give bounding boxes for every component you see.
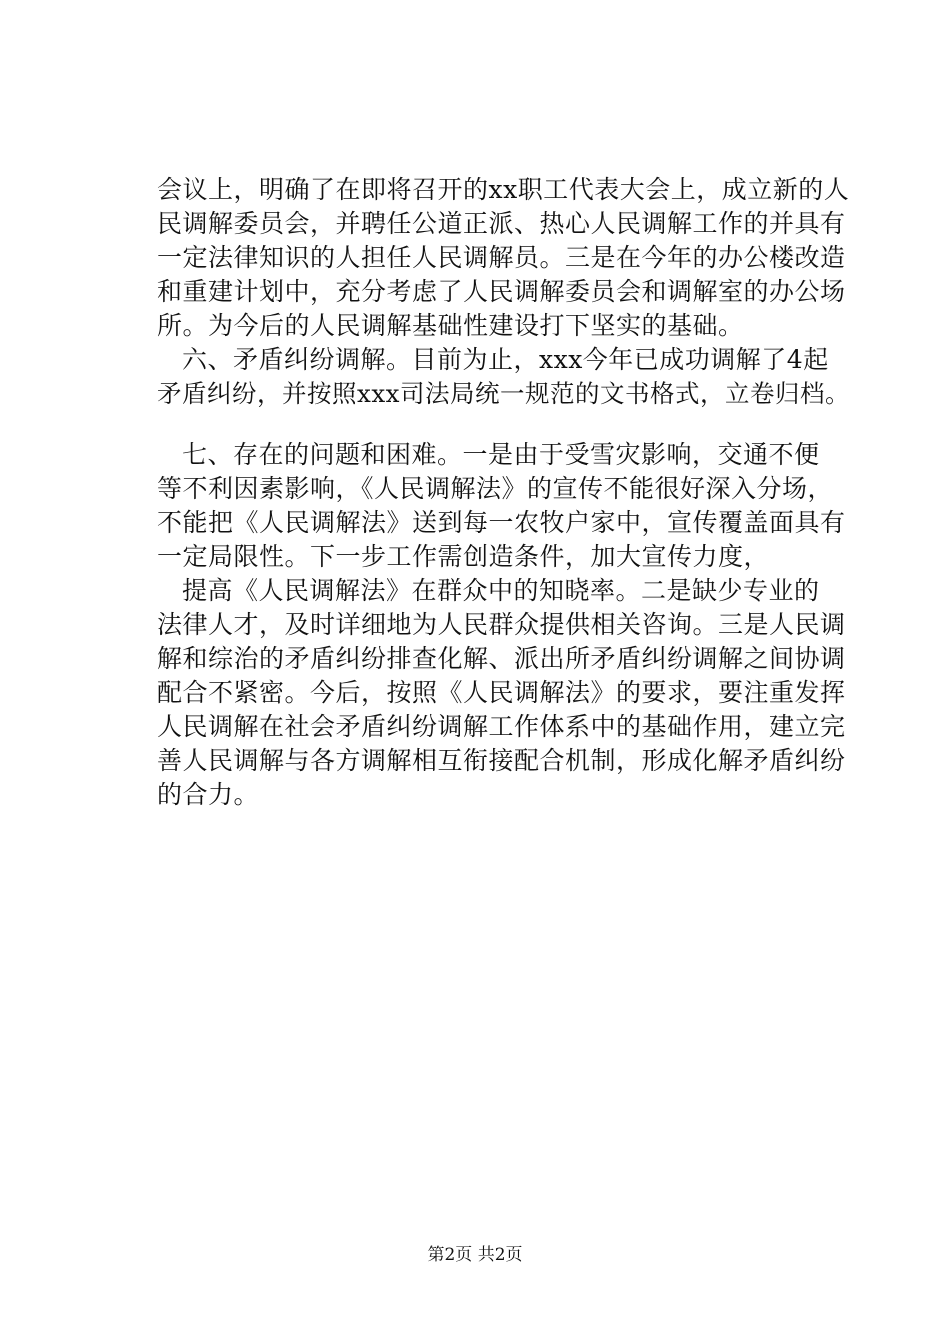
text-line: 七、存在的问题和困难。一是由于受雪灾影响，交通不便 [182,440,820,469]
text-line: 等不利因素影响，《人民调解法》的宣传不能很好深入分场， [157,474,834,503]
text-line: 不能把《人民调解法》送到每一农牧户家中，宣传覆盖面具有 [157,508,846,537]
page-number-footer: 第2页 共2页 [427,1245,523,1265]
text-line: 善人民调解与各方调解相互衔接配合机制，形成化解矛盾纠纷 [157,746,846,775]
text-line: 配合不紧密。今后，按照《人民调解法》的要求，要注重发挥 [157,678,846,707]
text-line: 的合力。 [157,780,260,809]
text-line: 解和综治的矛盾纠纷排查化解、派出所矛盾纠纷调解之间协调 [157,644,846,673]
text-line: 会议上，明确了在即将召开的xx职工代表大会上，成立新的人 [157,175,850,204]
text-line: 矛盾纠纷，并按照xxx司法局统一规范的文书格式，立卷归档。 [157,379,850,408]
text-line: 人民调解在社会矛盾纠纷调解工作体系中的基础作用，建立完 [157,712,846,741]
text-line: 一定局限性。下一步工作需创造条件，加大宣传力度， [157,542,770,571]
text-line: 所。为今后的人民调解基础性建设打下坚实的基础。 [157,311,744,340]
text-line: 六、矛盾纠纷调解。目前为止，xxx今年已成功调解了4起 [182,345,829,374]
text-line: 法律人才，及时详细地为人民群众提供相关咨询。三是人民调 [157,610,846,639]
text-line: 民调解委员会，并聘任公道正派、热心人民调解工作的并具有 [157,209,846,238]
text-line: 和重建计划中，充分考虑了人民调解委员会和调解室的办公场 [157,277,846,306]
text-line: 提高《人民调解法》在群众中的知晓率。二是缺少专业的 [182,576,820,605]
text-line: 一定法律知识的人担任人民调解员。三是在今年的办公楼改造 [157,243,846,272]
